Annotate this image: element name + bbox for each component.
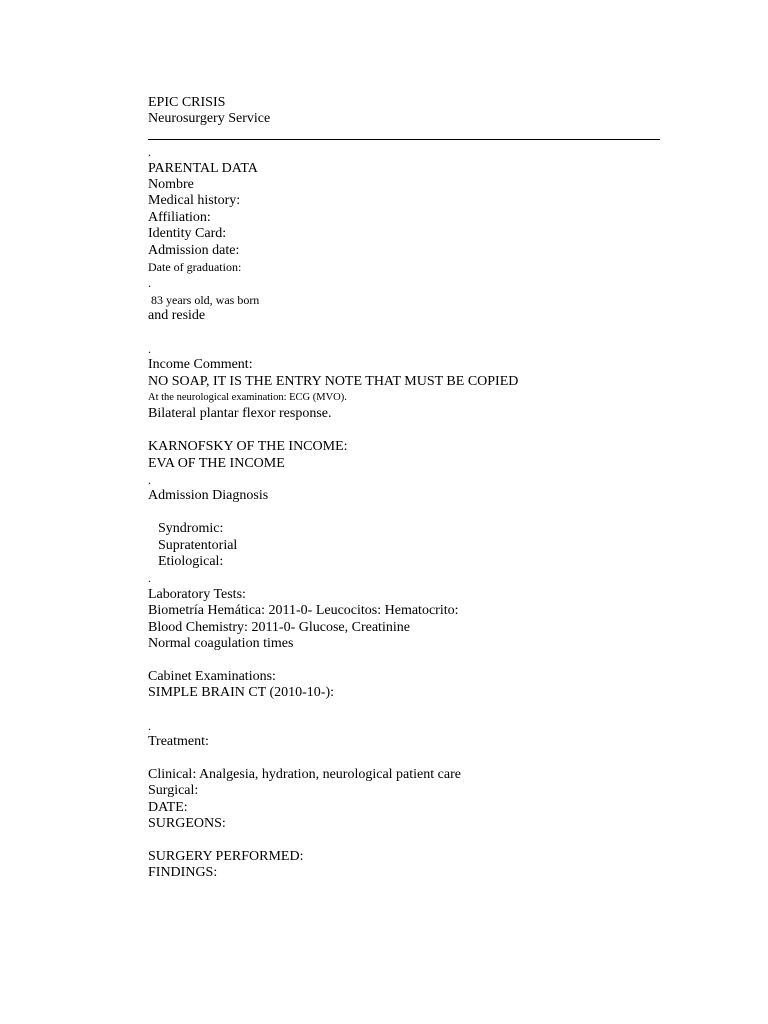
income-comment-label: Income Comment:: [148, 357, 253, 373]
blood-chemistry-text: Blood Chemistry: 2011-0- Glucose, Creatinine: [148, 619, 410, 635]
eva-label: EVA OF THE INCOME: [148, 455, 285, 471]
surgeons-label: SURGEONS:: [148, 816, 226, 832]
treatment-heading: Treatment:: [148, 734, 209, 750]
separator-dot: .: [148, 276, 151, 291]
etiological-label: Etiological:: [158, 553, 224, 569]
separator-dot: .: [148, 145, 151, 160]
separator-dot: .: [148, 341, 151, 356]
blank-line: [148, 833, 668, 849]
laboratory-tests-heading: Laboratory Tests:: [148, 586, 246, 602]
neuro-exam-text: At the neurological examination: ECG (MVO).: [148, 392, 347, 404]
identity-card-label: Identity Card:: [148, 226, 227, 242]
coagulation-text: Normal coagulation times: [148, 635, 294, 651]
surgical-label: Surgical:: [148, 783, 199, 799]
brain-ct-text: SIMPLE BRAIN CT (2010-10-):: [148, 685, 335, 701]
karnofsky-label: KARNOFSKY OF THE INCOME:: [148, 439, 348, 455]
horizontal-rule: [148, 128, 668, 144]
blank-line: [148, 652, 668, 668]
history-label: Medical history:: [148, 193, 241, 209]
findings-label: FINDINGS:: [148, 865, 218, 881]
reside-text: and reside: [148, 308, 206, 324]
separator-dot: .: [148, 472, 151, 487]
supratentorial-label: Supratentorial: [158, 537, 238, 553]
biometria-text: Biometría Hemática: 2011-0- Leucocitos: Hematocrito:: [148, 603, 459, 619]
blank-line: [148, 701, 668, 717]
document-title: EPIC CRISIS: [148, 95, 226, 110]
plantar-response-text: Bilateral plantar flexor response.: [148, 406, 332, 422]
document-page: [148, 95, 668, 882]
blank-line: [148, 505, 668, 521]
soap-note: NO SOAP, IT IS THE ENTRY NOTE THAT MUST BE COPIED: [148, 373, 519, 389]
graduation-date-label: Date of graduation:: [148, 259, 242, 274]
syndromic-label: Syndromic:: [158, 521, 224, 537]
admission-diagnosis-heading: Admission Diagnosis: [148, 488, 269, 504]
separator-dot: .: [148, 571, 151, 586]
date-label: DATE:: [148, 799, 188, 815]
cabinet-exams-heading: Cabinet Examinations:: [148, 668, 276, 684]
age-text: 83 years old, was born: [148, 292, 260, 307]
parental-heading: PARENTAL DATA: [148, 160, 258, 176]
blank-line: [148, 324, 668, 340]
name-label: Nombre: [148, 176, 194, 192]
separator-dot: .: [148, 718, 151, 733]
blank-line: [148, 751, 668, 767]
blank-line: [148, 423, 668, 439]
affiliation-label: Affiliation:: [148, 209, 211, 225]
clinical-treatment-text: Clinical: Analgesia, hydration, neurological patient care: [148, 767, 461, 783]
surgery-performed-label: SURGERY PERFORMED:: [148, 848, 304, 864]
admission-date-label: Admission date:: [148, 242, 240, 258]
service-name: Neurosurgery Service: [148, 111, 271, 127]
